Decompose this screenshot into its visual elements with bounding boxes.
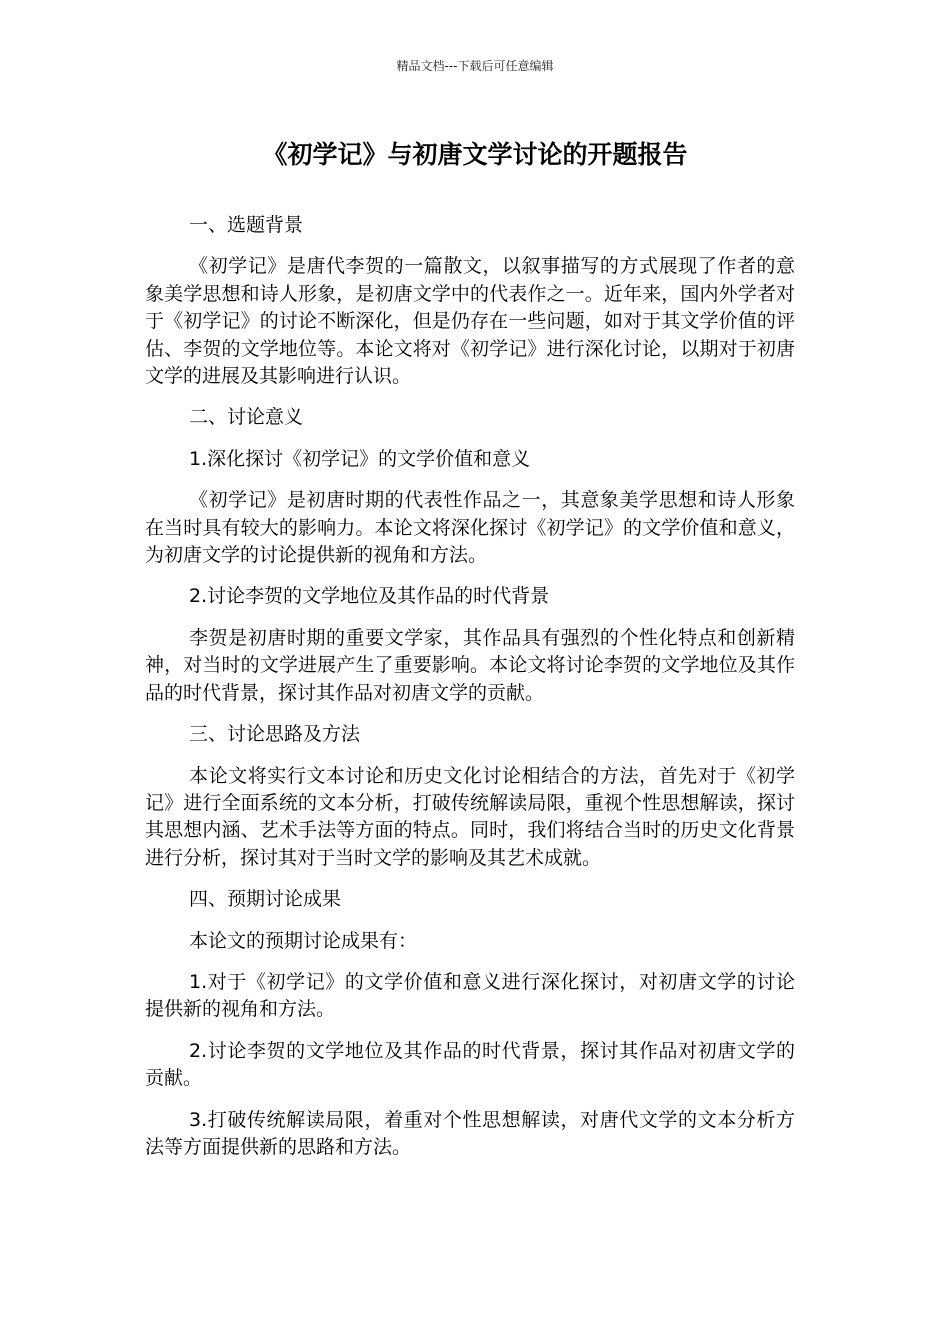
subheading-value: 1.深化探讨《初学记》的文学价值和意义 xyxy=(189,447,531,470)
section-heading-background: 一、选题背景 xyxy=(189,214,304,236)
page-header: 精品文档---下载后可任意编辑 xyxy=(396,59,554,73)
list-item-outcome-3: 3.打破传统解读局限，着重对个性思想解读，对唐代文学的文本分析方法等方面提供新的思路和方法。 xyxy=(145,1108,795,1158)
section-heading-significance: 二、讨论意义 xyxy=(189,406,304,429)
subheading-status: 2.讨论李贺的文学地位及其作品的时代背景 xyxy=(189,585,550,608)
paragraph-background: 《初学记》是唐代李贺的一篇散文，以叙事描写的方式展现了作者的意象美学思想和诗人形象，是初唐文学中的代表作之一。近年来，国内外学者对于《初学记》的讨论不断深化，但是仍存在一些问题，如对于其文学价值的评估、李贺的文学地位等。本论文将对《初学记》进行深化讨论，以期对于初唐文学的进展及其影响进行认识。 xyxy=(145,255,795,388)
list-item-outcome-2: 2.讨论李贺的文学地位及其作品的时代背景，探讨其作品对初唐文学的贡献。 xyxy=(145,1039,795,1090)
paragraph-method: 本论文将实行文本讨论和历史文化讨论相结合的方法，首先对于《初学记》进行全面系统的文本分析，打破传统解读局限，重视个性思想解读，探讨其思想内涵、艺术手法等方面的特点。同时，我们将结合当时的历史文化背景进行分析，探讨其对于当时文学的影响及其艺术成就。 xyxy=(145,764,795,869)
paragraph-outcomes-intro: 本论文的预期讨论成果有： xyxy=(189,929,418,952)
paragraph-value: 《初学记》是初唐时期的代表性作品之一，其意象美学思想和诗人形象在当时具有较大的影响力。本论文将深化探讨《初学记》的文学价值和意义，为初唐文学的讨论提供新的视角和方法。 xyxy=(145,489,795,567)
document-body xyxy=(145,212,795,1175)
document-title: 《初学记》与初唐文学讨论的开题报告 xyxy=(262,140,688,169)
section-heading-method: 三、讨论思路及方法 xyxy=(189,723,361,746)
list-item-outcome-1: 1.对于《初学记》的文学价值和意义进行深化探讨，对初唐文学的讨论提供新的视角和方法。 xyxy=(145,970,795,1021)
section-heading-outcomes: 四、预期讨论成果 xyxy=(189,888,342,911)
paragraph-status: 李贺是初唐时期的重要文学家，其作品具有强烈的个性化特点和创新精神，对当时的文学进展产生了重要影响。本论文将讨论李贺的文学地位及其作品的时代背景，探讨其作品对初唐文学的贡献。 xyxy=(145,626,795,704)
